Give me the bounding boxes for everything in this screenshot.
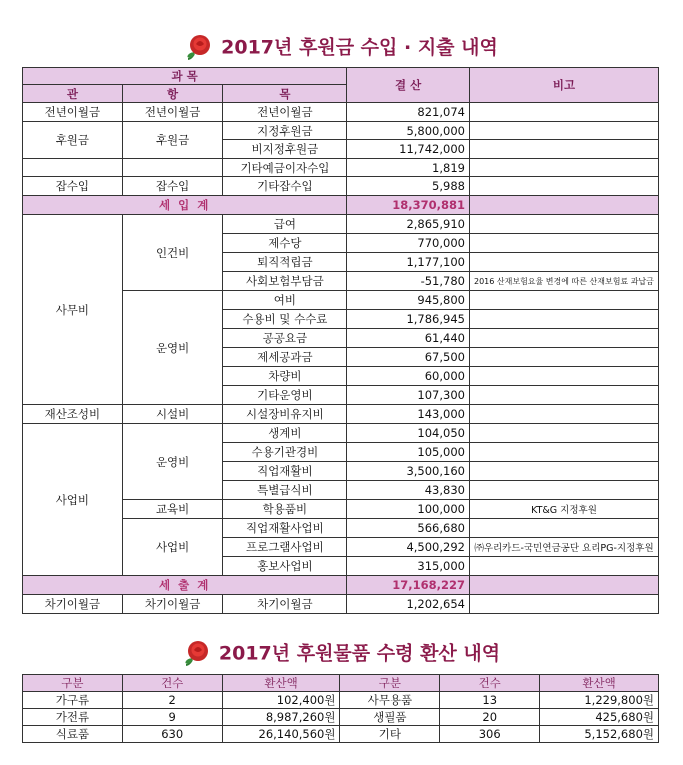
table-row: 기타예금이자수입 1,819 bbox=[23, 159, 659, 177]
income-subtotal-row bbox=[23, 196, 659, 215]
note-ktg: KT&G 지정후원 bbox=[469, 500, 658, 519]
note-woori: ㈜우리카드-국민연금공단 요리PG-지정후원 bbox=[469, 538, 658, 557]
table-row: 잡수입 잡수입 기타잡수입 5,988 bbox=[23, 177, 659, 196]
income-expense-table bbox=[22, 67, 659, 614]
header-gwamok: 과 목 bbox=[23, 68, 347, 85]
note-insurance: 2016 산재보험요율 변경에 따른 산재보험료 과납금 bbox=[469, 272, 658, 291]
header-mok: 목 bbox=[223, 85, 347, 103]
gwan-business: 사업비 bbox=[23, 424, 123, 576]
income-subtotal-value: 18,370,881 bbox=[347, 196, 470, 215]
table-row: 식료품 630 26,140,560원 기타 306 5,152,680원 bbox=[23, 726, 659, 743]
header-hang: 항 bbox=[122, 85, 223, 103]
rose-icon bbox=[183, 638, 211, 666]
table-row: 재산조성비 시설비 시설장비유지비 143,000 bbox=[23, 405, 659, 424]
table-row: 전년이월금 전년이월금 전년이월금 821,074 bbox=[23, 103, 659, 122]
table-row: 운영비 여비 945,800 bbox=[23, 291, 659, 310]
table-row: 프로그램사업비 4,500,292 ㈜우리카드-국민연금공단 요리PG-지정후원 bbox=[23, 538, 659, 557]
table-row: 차기이월금 차기이월금 차기이월금 1,202,654 bbox=[23, 595, 659, 614]
table-row: 수용비 및 수수료 1,786,945 bbox=[23, 310, 659, 329]
table-row: 퇴직적립금 1,177,100 bbox=[23, 253, 659, 272]
expense-subtotal-row bbox=[23, 576, 659, 595]
income-subtotal-label: 세 입 계 bbox=[23, 196, 347, 215]
table-row: 사무비 인건비 급여 2,865,910 bbox=[23, 215, 659, 234]
table-row: 수용기관경비 105,000 bbox=[23, 443, 659, 462]
table-row: 교육비 학용품비 100,000 KT&G 지정후원 bbox=[23, 500, 659, 519]
income-expense-title: 2017년 후원금 수입 · 지출 내역 bbox=[0, 32, 683, 60]
table-row: 사업비 운영비 생계비 104,050 bbox=[23, 424, 659, 443]
header-note: 비고 bbox=[469, 68, 658, 103]
rose-icon bbox=[185, 32, 213, 60]
table-row: 직업재활비 3,500,160 bbox=[23, 462, 659, 481]
table-row: 사업비 직업재활사업비 566,680 bbox=[23, 519, 659, 538]
table-row: 가구류 2 102,400원 사무용품 13 1,229,800원 bbox=[23, 692, 659, 709]
header-gwan: 관 bbox=[23, 85, 123, 103]
table-row: 특별급식비 43,830 bbox=[23, 481, 659, 500]
table-row: 기타운영비 107,300 bbox=[23, 386, 659, 405]
table-row: 가전류 9 8,987,260원 생필품 20 425,680원 bbox=[23, 709, 659, 726]
expense-subtotal-label: 세 출 계 bbox=[23, 576, 347, 595]
table-row: 비지정후원금 11,742,000 bbox=[23, 140, 659, 159]
expense-subtotal-value: 17,168,227 bbox=[347, 576, 470, 595]
table-row: 후원금 후원금 지정후원금 5,800,000 bbox=[23, 122, 659, 140]
table-row: 차량비 60,000 bbox=[23, 367, 659, 386]
table-row: 홍보사업비 315,000 bbox=[23, 557, 659, 576]
table-row: 제세공과금 67,500 bbox=[23, 348, 659, 367]
header-result: 결 산 bbox=[347, 68, 470, 103]
table-row: 공공요금 61,440 bbox=[23, 329, 659, 348]
goods-table: 구분 건수 환산액 구분 건수 환산액 가구류 2 102,400원 사무용품 13 1,229,800원 가전류 9 8,987,260원 생필품 20 425,680원 식료품 630 26,140,560원 기타 306 5,152,680원 bbox=[22, 674, 659, 743]
goods-title: 2017년 후원물품 수령 환산 내역 bbox=[0, 638, 683, 666]
table-row: 제수당 770,000 bbox=[23, 234, 659, 253]
gwan-office: 사무비 bbox=[23, 215, 123, 405]
table-row: 사회보험부담금 -51,780 2016 산재보험요율 변경에 따른 산재보험료 과납금 bbox=[23, 272, 659, 291]
